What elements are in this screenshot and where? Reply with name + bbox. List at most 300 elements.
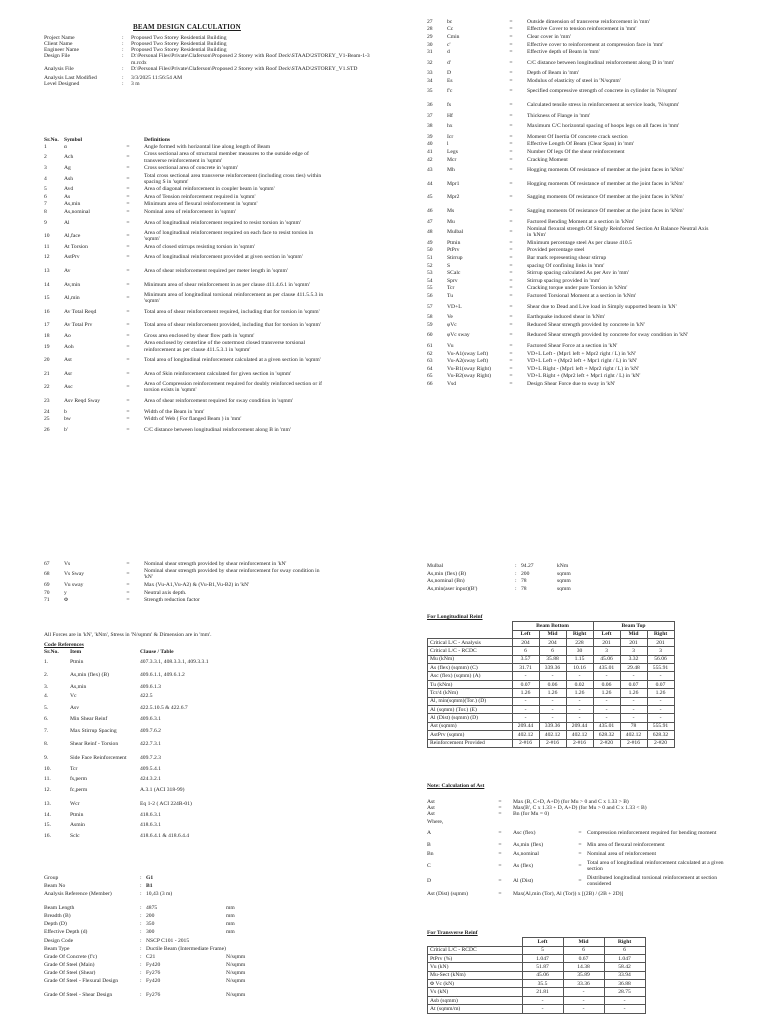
long-reinf-cell: 0.06 [593, 680, 620, 688]
mu-unit: sqmm [557, 585, 571, 592]
code-ref-row [44, 669, 220, 682]
long-reinf-cell: 3 [647, 647, 674, 655]
long-reinf-cell: - [593, 714, 620, 722]
symbol-name: bw [64, 416, 71, 423]
project-info-label: Project Name [44, 35, 75, 41]
beam-info-value: 300 [146, 929, 155, 936]
mu-label: Mulbal [427, 563, 444, 569]
beam-info [44, 875, 344, 1005]
code-ref-clause: Eq 1-2 ( ACI 224R-01) [140, 800, 192, 807]
code-ref-clause: 422.5.10.5 & 422.6.7 [140, 704, 188, 711]
symbol-name: Cc [447, 26, 454, 33]
colon: : [140, 991, 142, 998]
colon: : [122, 53, 124, 60]
code-ref-row [44, 784, 220, 797]
symbol-row [44, 408, 329, 416]
mu-row [427, 578, 571, 586]
long-reinf-group-label: Beam Bottom [512, 622, 593, 630]
note-def-description: Distributed longitudinal torsional reinforcement at section considered [587, 875, 718, 888]
beam-info-label: Breadth (B) [44, 912, 71, 919]
long-reinf-cell: 2-#16 [566, 739, 593, 747]
trans-reinf-row-label: Φ Vc (kN) [428, 980, 523, 988]
note-def-description: Total area of longitudinal reinforcement calculated at a given section [587, 860, 724, 873]
project-info-label: Engineer Name [44, 47, 79, 54]
symbol-definition: Design Shear Force due to sway in 'kN' [527, 380, 616, 387]
long-reinf-cell: - [620, 672, 647, 680]
equals-sign: = [498, 811, 502, 818]
beam-info-value: 350 [146, 921, 155, 928]
symbol-name: Ast [64, 357, 72, 364]
symbol-row [44, 151, 329, 165]
equals-sign: = [509, 270, 513, 277]
equals-sign: = [509, 365, 513, 372]
colon: : [515, 570, 517, 577]
symbol-definition: Effective cover to reinforcement at compression face in 'mm' [527, 41, 664, 48]
symbol-row [44, 560, 329, 568]
symbol-row [44, 423, 329, 437]
symbol-row [427, 350, 712, 358]
equals-sign: = [126, 597, 130, 604]
symbol-number: 13 [44, 267, 50, 274]
symbol-name: fs [447, 102, 452, 109]
long-reinf-col-label: Right [647, 630, 674, 638]
symbol-number: 24 [44, 408, 50, 415]
symbol-name: Av,min [64, 281, 81, 288]
code-ref-number: 6. [44, 716, 49, 723]
symbol-row [427, 70, 712, 78]
code-refs-header-item: Item [70, 649, 82, 656]
beam-info-value: 4875 [146, 904, 158, 911]
equals-sign: = [509, 123, 513, 130]
note-def-key: D [427, 878, 432, 885]
beam-info-label: Grade Of Steel (Main) [44, 962, 95, 969]
long-reinf-row-label: Al, min(sqmm)(Tor.) (D) [428, 697, 513, 705]
long-reinf-cell: - [620, 697, 647, 705]
long-reinf-row-label: As (flex) (sqmm) (C) [428, 664, 513, 672]
symbol-row [44, 305, 329, 319]
symbol-definition: Bar mark representing shear stirrup [527, 254, 607, 261]
long-reinf-row [428, 706, 675, 714]
code-ref-number: 13. [44, 800, 51, 807]
trans-reinf-cell: 33.36 [563, 980, 604, 988]
symbol-name: Mulbal [447, 229, 464, 236]
symbol-name: Al,min [64, 295, 80, 302]
equals-sign: = [509, 262, 513, 269]
project-info-label: Design File [44, 53, 70, 60]
equals-sign: = [509, 358, 513, 365]
symbol-name: Mcr [447, 156, 457, 163]
mu-value: 200 [521, 570, 530, 577]
symbol-row [44, 568, 329, 582]
symbol-definition: Modulus of elasticity of steel in 'N/sqmm' [527, 77, 621, 84]
symbol-name: b' [64, 426, 68, 433]
mu-values [427, 563, 627, 593]
equals-sign: = [509, 342, 513, 349]
symbol-number: 71 [44, 597, 50, 604]
equals-sign: = [509, 88, 513, 95]
symbol-definition: Area of longitudinal reinforcement required on each face to resist torsion in 'sqmm' [144, 230, 314, 243]
symbol-row [44, 193, 329, 201]
beam-info-label: Grade Of Steel - Shear Design [44, 991, 113, 998]
beam-info-unit: N/sqmm [226, 978, 246, 985]
symbol-definition: Sagging moments Of resistance Of member at the joint faces in 'kNm' [527, 194, 684, 201]
long-reinf-cell: 209.44 [566, 722, 593, 730]
symbol-definition: Clear cover in 'mm' [527, 33, 571, 40]
beam-info-row [44, 938, 245, 946]
code-ref-item: As,min (flex) (B) [70, 672, 109, 679]
long-reinf-cell: 29.48 [620, 664, 647, 672]
symbol-row [427, 26, 712, 34]
equals-sign: = [509, 208, 513, 214]
colon: : [515, 578, 517, 585]
symbol-definition: Area of shear reinforcement required per meter length in 'sqmm' [144, 267, 288, 274]
note-def-row [427, 826, 737, 841]
note-line-label: Ast [427, 799, 435, 806]
equals-sign: = [126, 209, 130, 216]
long-reinf-row-label: Asc (flex) (sqmm) (A) [428, 672, 513, 680]
equals-sign: = [126, 295, 130, 302]
symbol-definition: VD+L Left - (Mpr1 left + Mpr2 right / L) in 'kN' [527, 350, 636, 357]
beam-info-unit: N/sqmm [226, 953, 246, 960]
long-reinf-cell: - [512, 697, 539, 705]
beam-info-value: 10,43 (3 m) [146, 891, 173, 898]
symbol-row [44, 172, 329, 186]
code-ref-number: 9. [44, 754, 49, 761]
symbol-number: 21 [44, 370, 50, 377]
beam-info-row [44, 875, 245, 883]
beam-info-value: Fy420 [146, 962, 161, 969]
equals-sign: = [509, 229, 513, 236]
mu-label: As,nominal (Bn) [427, 578, 465, 585]
equals-sign: = [126, 560, 130, 567]
beam-info-unit: N/sqmm [226, 962, 246, 969]
code-ref-number: 4. [44, 693, 49, 700]
colon: : [122, 35, 124, 41]
symbol-row [427, 191, 712, 205]
beam-info-unit [226, 883, 245, 891]
symbol-number: 23 [44, 397, 50, 404]
beam-info-row [44, 946, 245, 954]
trans-reinf-cell: 35.5 [522, 980, 563, 988]
symbol-number: 31 [427, 49, 433, 56]
code-ref-row [44, 682, 220, 692]
symbol-name: α [64, 143, 67, 150]
symbols-lower-section [44, 560, 344, 604]
beam-info-value: Fy420 [146, 978, 161, 985]
beam-info-row [44, 954, 245, 962]
equals-sign: = [126, 408, 130, 415]
long-reinf-cell: 3.32 [620, 655, 647, 663]
code-ref-item: Asmin [70, 821, 85, 828]
symbol-row [427, 357, 712, 365]
symbol-row [427, 342, 712, 350]
beam-info-row [44, 992, 245, 1005]
equals-sign: = [509, 380, 513, 387]
trans-reinf-cell: 36.88 [604, 980, 645, 988]
symbol-number: 66 [427, 380, 433, 387]
equals-sign: = [509, 141, 513, 148]
symbol-number: 1 [44, 143, 47, 150]
equals-sign: = [498, 799, 502, 806]
long-reinf-cell: 45.06 [593, 655, 620, 663]
symbol-definition: Total cross sectional area transverse reinforcement (including cross ties) within spacing S in 'sqmm' [144, 172, 322, 185]
trans-reinf-row [428, 996, 646, 1004]
equals-sign: = [509, 218, 513, 225]
symbol-row [44, 340, 329, 354]
project-info-value: D:\Personal Files\Private\Claferson\Proposed 2 Storey with Roof Deck\STAAD\2STOREY_V1-Beam-1-3 m.rcdx [131, 53, 370, 66]
beam-info-unit: mm [226, 904, 235, 911]
symbol-name: Ms [447, 208, 455, 214]
project-info-label: Client Name [44, 41, 73, 48]
code-ref-number: 1. [44, 658, 49, 665]
symbol-name: Asr [64, 370, 73, 377]
code-ref-clause: 422.7.3.1 [140, 741, 161, 748]
long-reinf-cell: 628.32 [593, 731, 620, 739]
beam-info-label: Group [44, 875, 59, 881]
symbol-name: Icr [447, 133, 454, 140]
project-info-row [44, 53, 374, 65]
symbol-number: 29 [427, 33, 433, 40]
code-ref-row [44, 692, 220, 702]
code-refs-header-no: Sr.No. [44, 649, 59, 656]
note-ast [427, 783, 747, 897]
long-reinf-cell: 435.01 [593, 664, 620, 672]
code-ref-clause: 407.3.3.1, 408.3.3.1, 409.3.3.1 [140, 658, 209, 665]
equals-sign: = [509, 285, 513, 292]
symbol-number: 70 [44, 589, 50, 596]
long-reinf-col-label: Left [593, 630, 620, 638]
symbol-name: Vu sway [64, 581, 84, 588]
symbol-definition: Nominal flexural strength Of Singly Reinforced Section At Balance Neutral Axis in 'kNm' [527, 226, 709, 239]
long-reinf-row-label: Critical L/C - RCDC [428, 647, 513, 655]
long-reinf-cell: - [647, 697, 674, 705]
symbol-number: 10 [44, 233, 50, 240]
equals-sign: = [509, 167, 513, 174]
symbol-definition: Factored Shear Force at a section in 'kN' [527, 342, 618, 349]
symbol-row [427, 218, 712, 226]
transverse-reinf [427, 930, 677, 1014]
symbol-name: φVc sway [447, 332, 470, 339]
symbol-definition: VD+L Right + (Mpr2 left + Mpr1 right / L) in 'kN' [527, 373, 641, 380]
page-title: BEAM DESIGN CALCULATION [133, 23, 241, 31]
symbol-definition: Area of longitudinal reinforcement required to resist torsion in 'sqmm' [144, 219, 301, 226]
code-ref-row [44, 774, 220, 784]
symbol-number: 30 [427, 41, 433, 48]
long-reinf-cell: - [593, 672, 620, 680]
symbol-definition: Factored Torsional Moment at a section in 'kNm' [527, 292, 637, 299]
symbol-name: VD+L [447, 303, 462, 310]
long-reinf-cell: 204 [512, 638, 539, 646]
symbol-row [427, 85, 712, 99]
ast-dist-label: Ast (Dist) (sqmm) [427, 890, 469, 897]
beam-info-row [44, 929, 245, 937]
equals-sign: = [509, 18, 513, 25]
long-reinf-cell: 0.07 [620, 680, 647, 688]
long-reinf-cell: 402.12 [512, 731, 539, 739]
symbol-definition: C/C distance between longitudinal reinforcement along B in 'mm' [144, 426, 291, 433]
equals-sign: = [509, 292, 513, 299]
code-ref-item: Ptmin [70, 658, 84, 665]
code-ref-number: 3. [44, 683, 49, 690]
equals-sign: = [126, 370, 130, 377]
code-ref-row [44, 701, 220, 714]
symbol-row [427, 380, 712, 388]
symbol-definition: Area of diagonal reinforcement in coupler beam in 'sqmm' [144, 186, 275, 193]
symbol-number: 64 [427, 365, 433, 372]
symbol-row [44, 381, 329, 395]
beam-info-value: B1 [146, 883, 153, 890]
symbols-header-symbol: Symbol [64, 137, 83, 143]
ast-dist-formula: Max(Al,min (Tor), Al (Tor)) x [(2B) / (2B + 2D)] [513, 890, 624, 897]
symbol-name: Mh [447, 167, 455, 174]
code-ref-clause: 409.6.1.3 [140, 683, 161, 690]
code-ref-row [44, 820, 220, 830]
equals-sign: = [509, 33, 513, 40]
symbol-name: d' [447, 59, 451, 66]
symbol-number: 63 [427, 358, 433, 365]
symbol-number: 54 [427, 277, 433, 284]
trans-reinf-cell: 5 [522, 946, 563, 954]
symbol-number: 68 [44, 571, 50, 578]
symbol-row [44, 243, 329, 251]
symbol-number: 46 [427, 208, 433, 214]
code-ref-number: 5. [44, 704, 49, 711]
equals-sign: = [126, 384, 130, 391]
long-reinf-cell: - [647, 672, 674, 680]
trans-reinf-row-label: PtPrv (%) [428, 954, 523, 962]
symbol-row [427, 164, 712, 178]
long-reinf-cell: 1.26 [539, 689, 566, 697]
trans-reinf-row-label: Asb (sqmm) [428, 996, 523, 1004]
symbol-number: 51 [427, 254, 433, 261]
symbol-definition: Depth of Beam in 'mm' [527, 70, 580, 77]
symbol-definition: Nominal shear strength provided by shear reinforcement in 'kN' [144, 560, 287, 567]
symbol-name: Mpr1 [447, 180, 460, 187]
colon: : [515, 563, 517, 569]
symbol-number: 48 [427, 229, 433, 236]
code-ref-item: Side Face Reinforcement [70, 754, 127, 761]
code-ref-item: Vc [70, 693, 77, 700]
note-def-description: Compression reinforcement required for bending moment [587, 830, 717, 837]
beam-info-unit: N/sqmm [226, 970, 246, 977]
symbol-row [427, 141, 712, 149]
beam-info-value: G1 [146, 875, 154, 881]
note-def-row [427, 841, 737, 850]
long-reinf-row [428, 697, 675, 705]
trans-reinf-cell: 51.87 [522, 963, 563, 971]
symbol-number: 6 [44, 193, 47, 200]
trans-reinf-cell: 0.67 [563, 954, 604, 962]
symbol-number: 32 [427, 59, 433, 66]
symbol-name: Es [447, 77, 453, 84]
mu-value: 78 [521, 578, 527, 585]
equals-sign: = [498, 830, 502, 837]
colon: : [122, 74, 124, 81]
symbol-number: 60 [427, 332, 433, 339]
symbol-name: Vs Sway [64, 571, 85, 578]
symbol-name: f'c [447, 88, 453, 95]
long-reinf-cell: 0.02 [566, 680, 593, 688]
symbol-row [427, 177, 712, 191]
symbol-name: Tu [447, 292, 454, 299]
symbol-name: Av Total Prv [64, 322, 93, 329]
trans-reinf-col-label: Left [522, 938, 563, 946]
note-def-symbol: Asc (flex) [513, 830, 536, 837]
symbol-name: Aoh [64, 343, 74, 350]
beam-info-value: C21 [146, 953, 156, 960]
colon: : [140, 953, 142, 960]
symbol-name: Avd [64, 186, 74, 193]
beam-info-value: Ductile Beam (Intermediate Frame) [146, 945, 226, 952]
beam-info-unit [226, 946, 245, 954]
symbol-row [44, 367, 329, 381]
colon: : [140, 937, 142, 944]
equals-sign: = [498, 851, 502, 858]
trans-reinf-cell: 35.89 [563, 971, 604, 979]
beam-info-label: Grade Of Concrete (f'c) [44, 953, 98, 960]
code-ref-clause: 424.3.2.1 [140, 775, 161, 782]
code-references-title: Code References [44, 642, 84, 648]
symbol-name: Vs [64, 560, 71, 567]
equals-sign: = [509, 70, 513, 77]
symbol-number: 45 [427, 194, 433, 201]
code-references [44, 642, 264, 843]
beam-info-value: 200 [146, 912, 155, 919]
symbol-number: 11 [44, 243, 50, 250]
code-ref-item: Tcr [70, 766, 78, 773]
symbol-number: 56 [427, 292, 433, 299]
code-ref-clause: 409.5.4.1 [140, 766, 161, 773]
symbol-row [427, 277, 712, 285]
long-reinf-cell: 2-#16 [512, 739, 539, 747]
equals-sign: = [509, 321, 513, 328]
beam-info-unit: N/sqmm [226, 991, 246, 998]
symbol-definition: Factored Bending Moment at a section in 'kNm' [527, 218, 635, 225]
symbol-name: bc [447, 18, 453, 25]
trans-reinf-cell: - [604, 996, 645, 1004]
long-reinf-cell: 6 [539, 647, 566, 655]
symbol-name: Mu [447, 218, 455, 225]
symbol-name: Ve [447, 314, 453, 321]
equals-sign: = [578, 851, 582, 858]
symbol-number: 50 [427, 247, 433, 254]
long-reinf-cell: 0.07 [512, 680, 539, 688]
long-reinf-row [428, 689, 675, 697]
symbol-definition: Cracking Moment [527, 156, 568, 163]
long-reinf-cell: 1.26 [647, 689, 674, 697]
trans-reinf-row [428, 946, 646, 954]
long-reinf-row-label: Al (sqmm) (Tor.) (E) [428, 706, 513, 714]
colon: : [122, 47, 124, 54]
trans-reinf-cell: 33.94 [604, 971, 645, 979]
code-ref-row [44, 830, 220, 843]
long-reinf-row-label: Reinforcement Provided [428, 739, 513, 747]
symbol-row [427, 204, 712, 218]
symbol-definition: Effective Cover to tension reinforcement in 'mm' [527, 26, 637, 33]
symbol-name: AstPrv [64, 254, 80, 261]
symbol-row [427, 41, 712, 49]
equals-sign: = [498, 878, 502, 885]
symbol-number: 40 [427, 141, 433, 148]
symbol-name: Asv Reqd Sway [64, 397, 101, 404]
symbol-row [44, 216, 329, 230]
symbol-number: 34 [427, 77, 433, 84]
symbol-row [44, 186, 329, 194]
symbol-definition: Area enclosed by centerline of the outermost closed transverse torsional reinforcement as per clause 411.5.3.1 in 'sqmm' [144, 340, 306, 353]
long-reinf-row-label: Ast (sqmm) [428, 722, 513, 730]
long-reinf-col-header [428, 630, 675, 638]
note-line-label: Ast [427, 811, 435, 818]
